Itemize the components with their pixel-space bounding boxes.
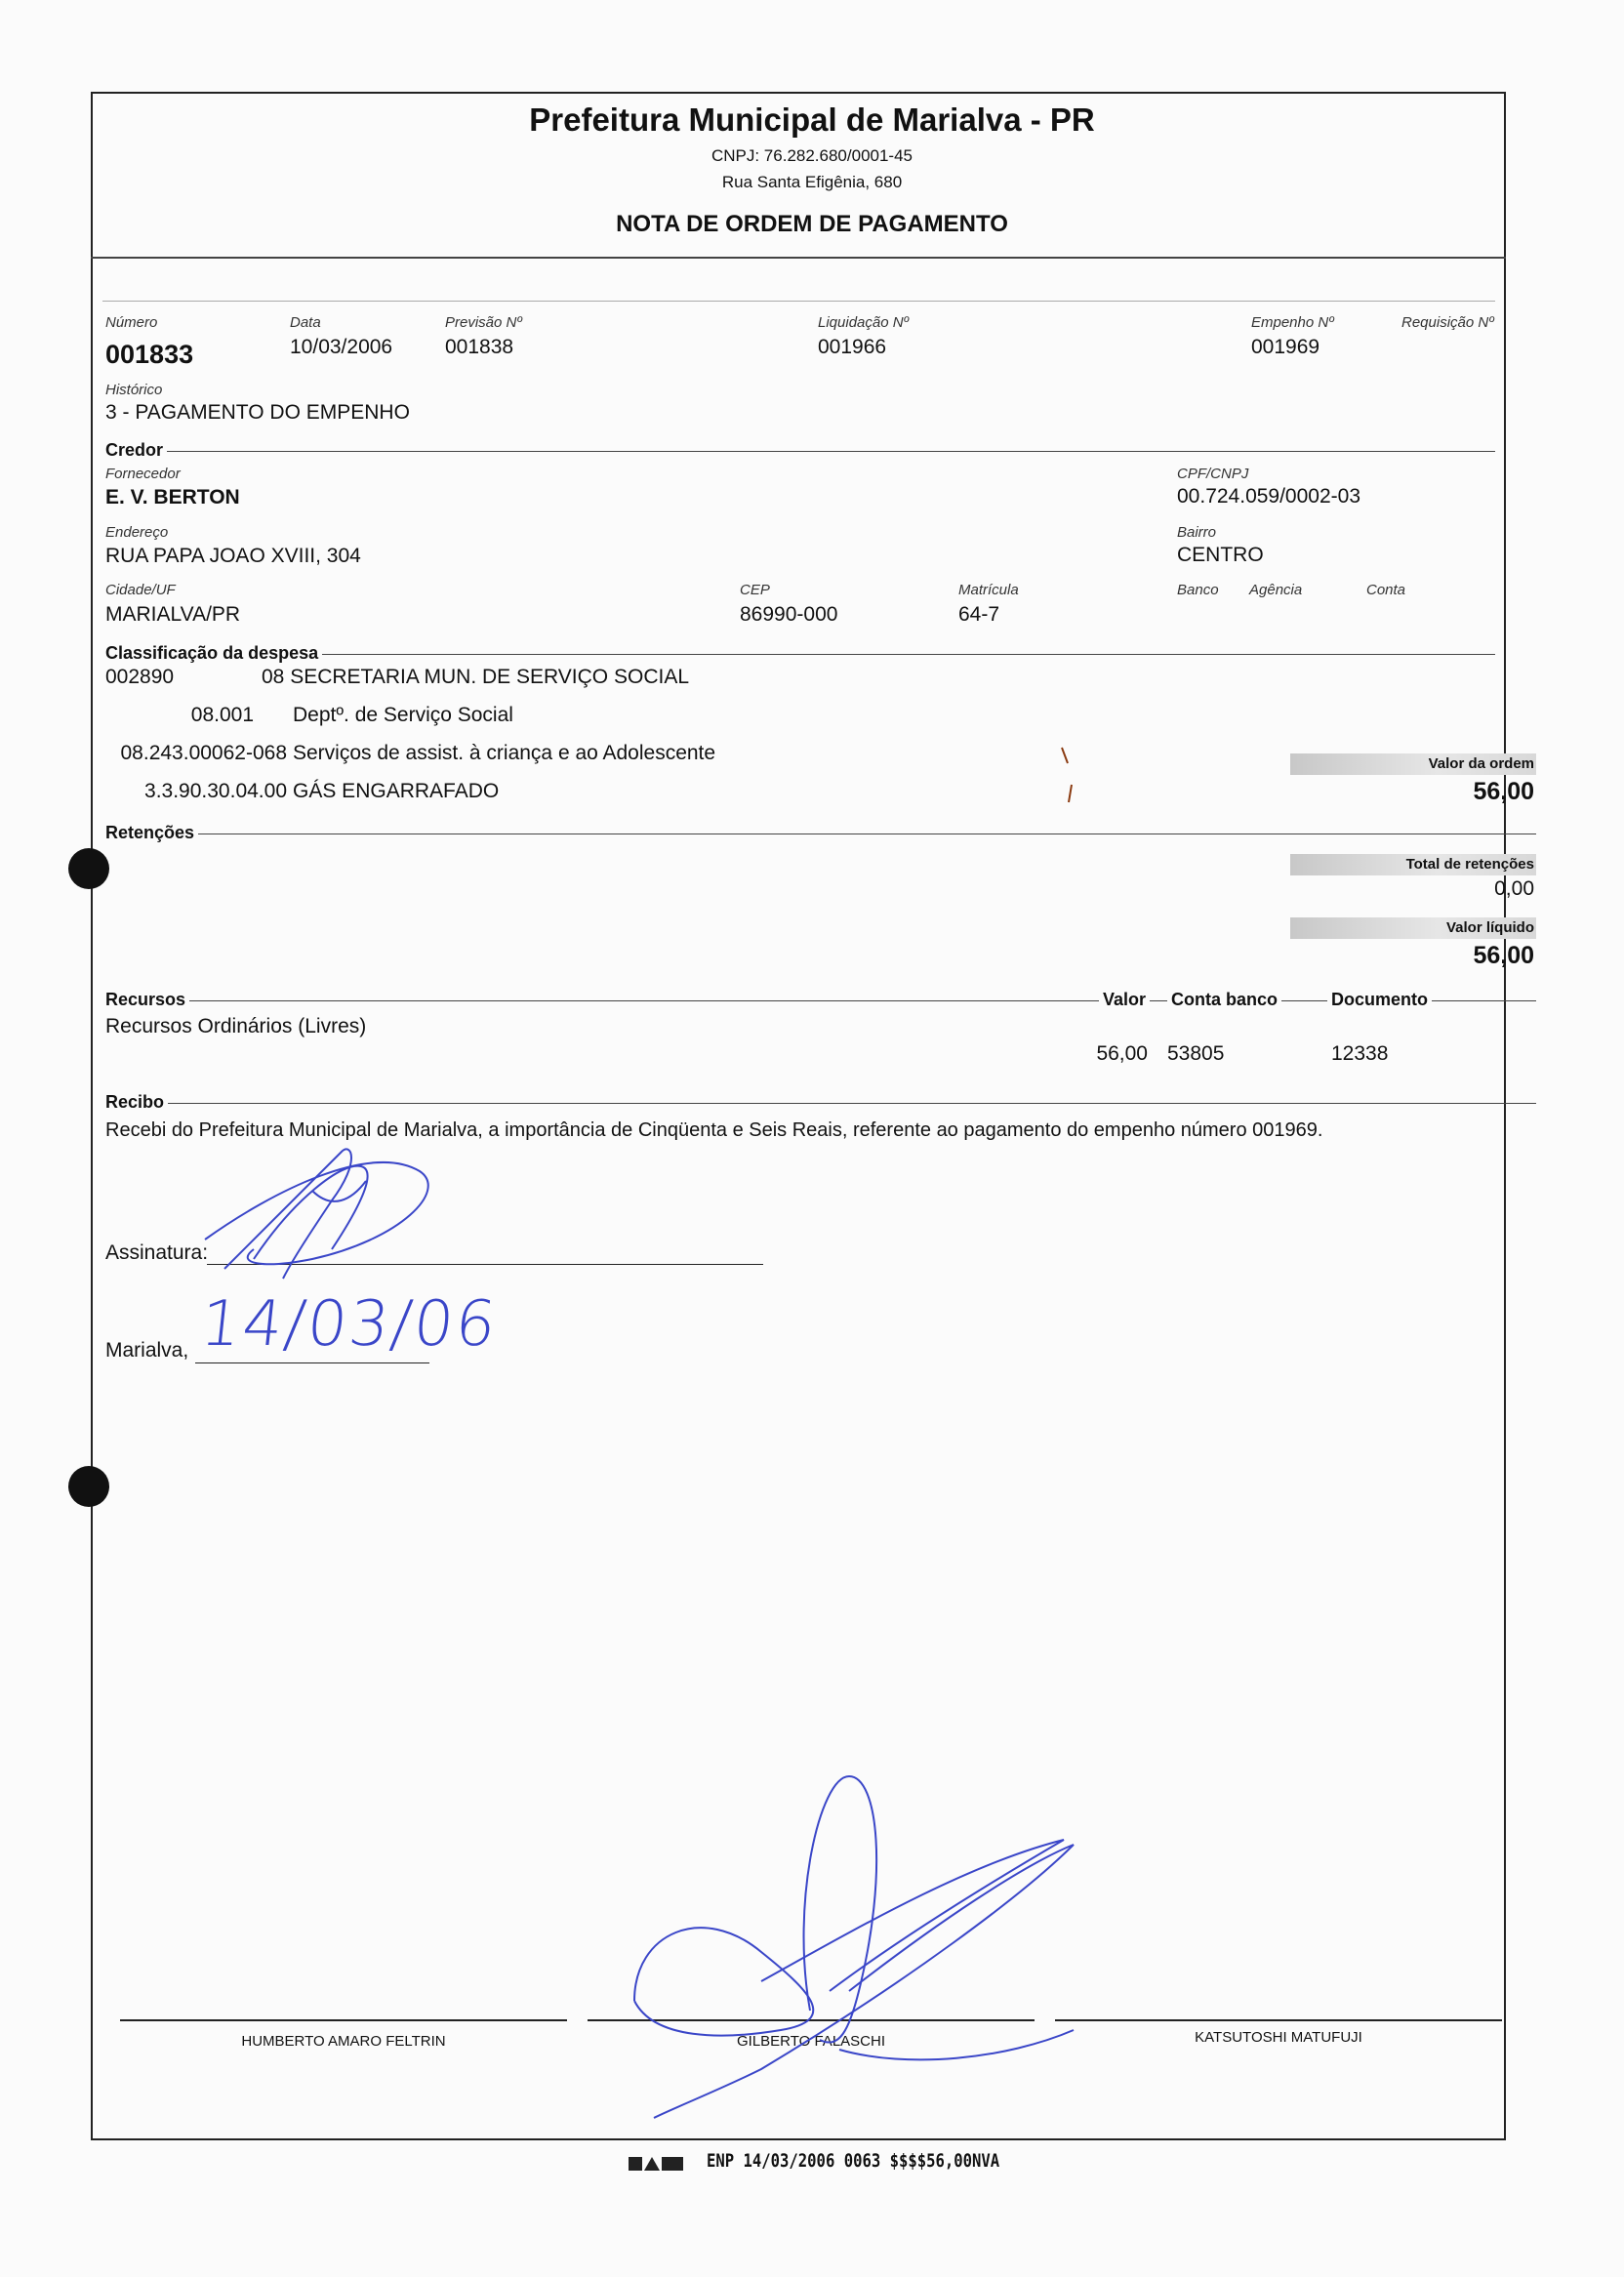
header-divider-2 [102, 301, 1495, 302]
recursos-valor-header: Valor [1099, 990, 1150, 1010]
org-title: Prefeitura Municipal de Marialva - PR [529, 102, 1095, 138]
header-divider [91, 257, 1506, 259]
matricula-value: 64-7 [958, 603, 1000, 626]
class-code-1: 08.001 [190, 704, 254, 726]
stamp-logo [627, 2151, 687, 2175]
liquidacao-value: 001966 [818, 336, 887, 358]
bairro-value: CENTRO [1177, 544, 1264, 566]
recursos-valor: 56,00 [1096, 1042, 1148, 1065]
bairro-label: Bairro [1177, 524, 1217, 541]
handwritten-date: 14/03/06 [197, 1288, 502, 1361]
endereco-value: RUA PAPA JOAO XVIII, 304 [105, 545, 361, 567]
signatory-2: GILBERTO FALASCHI [737, 2033, 885, 2050]
fornecedor-label: Fornecedor [105, 466, 181, 482]
recursos-fonte: Recursos Ordinários (Livres) [105, 1015, 367, 1037]
signature-line-3 [1055, 2019, 1502, 2021]
recibo-text: Recebi do Prefeitura Municipal de Marialva, a importância de Cinqüenta e Seis Reais, referente ao pagamento do empenho número 001969. [105, 1119, 1323, 1141]
credor-rule [105, 451, 1495, 452]
historico-label: Histórico [105, 382, 163, 398]
empenho-label: Empenho Nº [1251, 314, 1334, 331]
requisicao-label: Requisição Nº [1401, 314, 1494, 331]
recursos-section: Recursos [105, 990, 189, 1010]
recursos-rule [105, 1000, 1536, 1001]
classificacao-section: Classificação da despesa [105, 643, 322, 664]
signature-line-1 [120, 2019, 567, 2021]
total-retencoes-label: Total de retenções [1405, 856, 1534, 873]
previsao-label: Previsão Nº [445, 314, 522, 331]
credor-section: Credor [105, 440, 167, 461]
class-desc-2: Serviços de assist. à criança e ao Adolescente [293, 742, 716, 764]
liquidacao-label: Liquidação Nº [818, 314, 910, 331]
stamp-text: ENP 14/03/2006 0063 $$$$56,00NVA [707, 2150, 1000, 2172]
class-desc-0: 08 SECRETARIA MUN. DE SERVIÇO SOCIAL [262, 666, 690, 688]
class-code-2: 08.243.00062-068 [120, 742, 287, 764]
banco-label: Banco [1177, 582, 1219, 598]
bottom-signature [615, 1757, 1083, 2128]
valor-ordem-label-bar [1290, 753, 1536, 775]
total-retencoes-label-bar [1290, 854, 1536, 875]
recursos-conta-header: Conta banco [1167, 990, 1281, 1010]
data-value: 10/03/2006 [290, 336, 393, 358]
recursos-documento: 12338 [1331, 1042, 1389, 1065]
empenho-value: 001969 [1251, 336, 1320, 358]
data-label: Data [290, 314, 321, 331]
historico-value: 3 - PAGAMENTO DO EMPENHO [105, 401, 410, 424]
valor-liquido-label-bar [1290, 917, 1536, 939]
numero-value: 001833 [105, 340, 194, 369]
endereco-label: Endereço [105, 524, 169, 541]
signatory-3: KATSUTOSHI MATUFUJI [1195, 2029, 1362, 2046]
binder-hole-bottom [68, 1466, 109, 1507]
cep-value: 86990-000 [740, 603, 838, 626]
class-desc-1: Deptº. de Serviço Social [293, 704, 513, 726]
class-desc-3: GÁS ENGARRAFADO [293, 780, 500, 802]
fornecedor-value: E. V. BERTON [105, 486, 240, 508]
cpf-value: 00.724.059/0002-03 [1177, 485, 1361, 508]
cpf-label: CPF/CNPJ [1177, 466, 1249, 482]
retencoes-section: Retenções [105, 823, 198, 843]
receipt-signature [195, 1132, 449, 1298]
cidade-value: MARIALVA/PR [105, 603, 241, 626]
org-address: Rua Santa Efigênia, 680 [721, 173, 903, 191]
agencia-label: Agência [1249, 582, 1303, 598]
recibo-rule [105, 1103, 1536, 1104]
conta-label: Conta [1366, 582, 1406, 598]
class-code-3: 3.3.90.30.04.00 [144, 780, 287, 802]
date-line [195, 1362, 429, 1363]
valor-ordem-value: 56,00 [1473, 778, 1534, 805]
valor-ordem-label: Valor da ordem [1428, 755, 1534, 772]
tick-marks [1054, 742, 1083, 810]
binder-hole-top [68, 848, 109, 889]
recursos-documento-header: Documento [1327, 990, 1432, 1010]
document-title: NOTA DE ORDEM DE PAGAMENTO [616, 211, 1008, 237]
assinatura-label: Assinatura: [105, 1241, 209, 1264]
recibo-section: Recibo [105, 1092, 168, 1113]
total-retencoes-value: 0,00 [1494, 877, 1534, 900]
recursos-conta-banco: 53805 [1167, 1042, 1225, 1065]
cidade-label: Cidade/UF [105, 582, 176, 598]
previsao-value: 001838 [445, 336, 514, 358]
signatory-1: HUMBERTO AMARO FELTRIN [241, 2033, 446, 2050]
local-label: Marialva, [105, 1339, 189, 1362]
class-code-0: 002890 [105, 666, 175, 688]
cep-label: CEP [740, 582, 770, 598]
org-cnpj: CNPJ: 76.282.680/0001-45 [710, 146, 914, 165]
valor-liquido-value: 56,00 [1473, 942, 1534, 969]
numero-label: Número [105, 314, 158, 331]
matricula-label: Matrícula [958, 582, 1019, 598]
valor-liquido-label: Valor líquido [1445, 919, 1534, 936]
